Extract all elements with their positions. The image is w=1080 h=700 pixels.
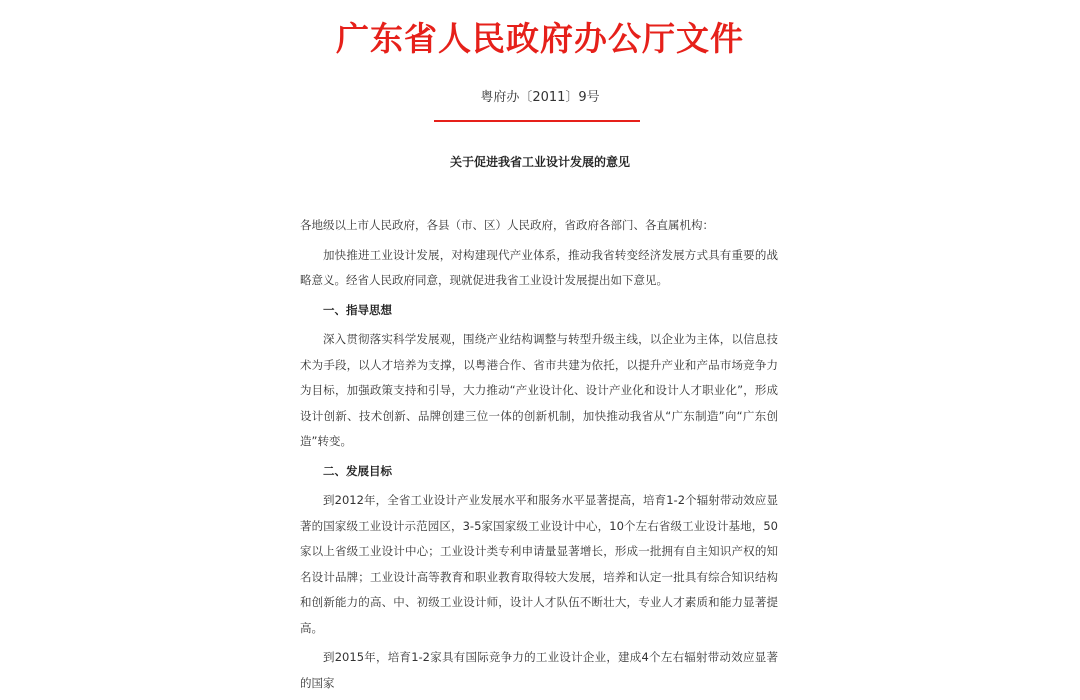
document-title: 关于促进我省工业设计发展的意见	[449, 155, 630, 169]
document-body	[300, 213, 778, 700]
section-paragraph: 到2015年，培育1-2家具有国际竞争力的工业设计企业，建成4个左右辐射带动效应显著的国家	[300, 650, 778, 690]
section-paragraph: 深入贯彻落实科学发展观，围绕产业结构调整与转型升级主线，以企业为主体，以信息技术为手段，以人才培养为支撑，以粤港合作、省市共建为依托，以提升产业和产品市场竞争力为目标，加强政策支持和引导，大力推动“产业设计化、设计产业化和设计人才职业化”，形成设计创新、技术创新、品牌创建三位一体的创新机制，加快推动我省从“广东制造”向“广东创造”转变。	[300, 332, 778, 448]
header-red-divider	[434, 120, 640, 122]
section-heading-guiding-ideology: 一、指导思想	[323, 302, 392, 317]
document-number: 粤府办〔2011〕9号	[480, 90, 600, 105]
section-heading-development-goals: 二、发展目标	[323, 463, 392, 478]
salutation: 各地级以上市人民政府，各县（市、区）人民政府，省政府各部门、各直属机构：	[300, 218, 714, 232]
intro-paragraph: 加快推进工业设计发展，对构建现代产业体系，推动我省转变经济发展方式具有重要的战略意义。经省人民政府同意，现就促进我省工业设计发展提出如下意见。	[300, 247, 778, 287]
document-header-title: 广东省人民政府办公厅文件	[336, 19, 744, 58]
section-paragraph: 到2012年，全省工业设计产业发展水平和服务水平显著提高，培育1-2个辐射带动效应显著的国家级工业设计示范园区，3-5家国家级工业设计中心，10个左右省级工业设计基地，50家以上省级工业设计中心；工业设计类专利申请量显著增长，形成一批拥有自主知识产权的知名设计品牌；工业设计高等教育和职业教育取得较大发展，培养和认定一批具有综合知识结构和创新能力的高、中、初级工业设计师，设计人才队伍不断壮大，专业人才素质和能力显著提高。	[300, 493, 778, 635]
